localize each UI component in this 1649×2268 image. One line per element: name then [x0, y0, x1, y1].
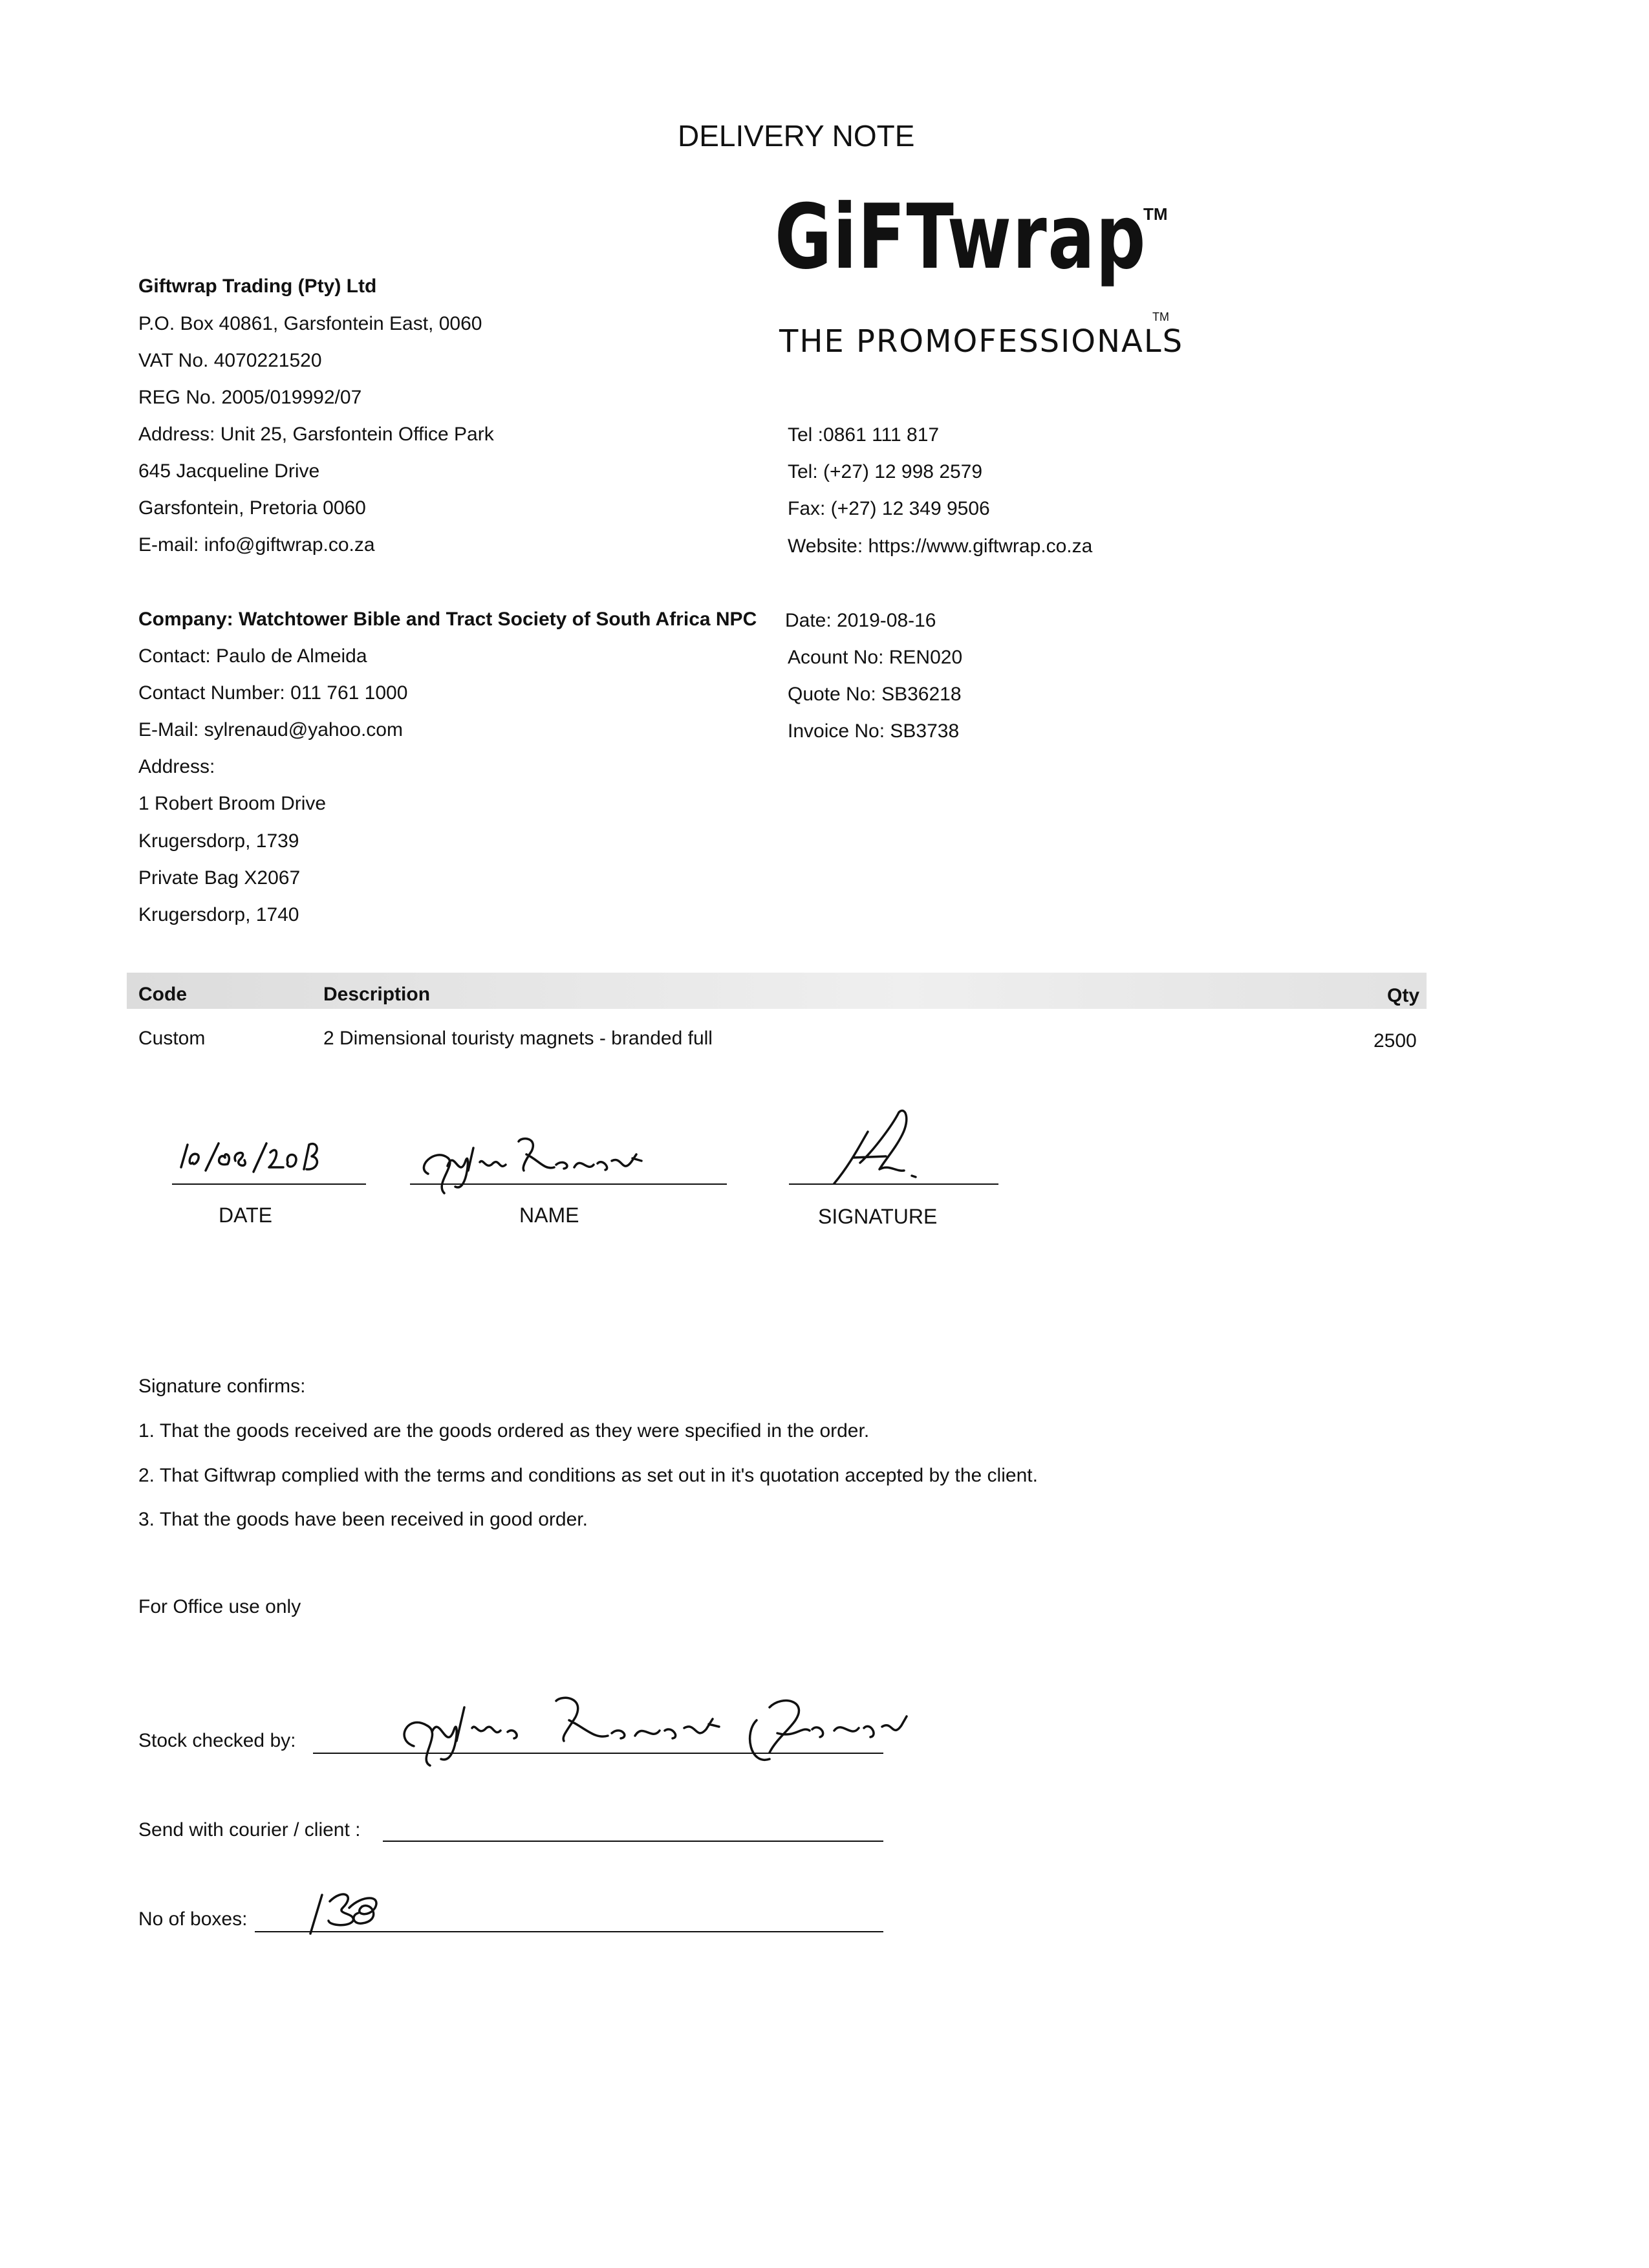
sender-reg: REG No. 2005/019992/07 [138, 387, 362, 408]
order-invoice-no: Invoice No: SB3738 [788, 720, 960, 742]
customer-address-label: Address: [138, 756, 215, 777]
customer-company: Company: Watchtower Bible and Tract Society of South Africa NPC [138, 609, 757, 630]
confirmation-item-3: 3. That the goods have been received in good order. [138, 1509, 588, 1530]
logo-trademark: TM [1143, 204, 1168, 224]
logo-tagline-trademark: TM [1152, 310, 1169, 323]
document-title: DELIVERY NOTE [678, 119, 915, 153]
customer-contact: Contact: Paulo de Almeida [138, 645, 367, 667]
handwritten-date [168, 1132, 362, 1190]
table-header-code: Code [138, 984, 187, 1005]
stock-checked-label: Stock checked by: [138, 1730, 296, 1751]
office-heading: For Office use only [138, 1596, 301, 1617]
contact-fax: Fax: (+27) 12 349 9506 [788, 498, 990, 519]
handwritten-name [409, 1122, 667, 1200]
sender-address-line2: 645 Jacqueline Drive [138, 460, 320, 482]
row-code: Custom [138, 1028, 206, 1049]
contact-tel-2: Tel: (+27) 12 998 2579 [788, 461, 983, 482]
confirmation-heading: Signature confirms: [138, 1376, 306, 1397]
sender-address-line1: Address: Unit 25, Garsfontein Office Park [138, 424, 494, 445]
logo-wordmark: GiFTwrap [775, 185, 1147, 289]
name-caption: NAME [519, 1204, 579, 1227]
sender-email: E-mail: info@giftwrap.co.za [138, 534, 375, 556]
date-line [172, 1183, 366, 1185]
sender-address-line3: Garsfontein, Pretoria 0060 [138, 497, 366, 519]
contact-website: Website: https://www.giftwrap.co.za [788, 535, 1093, 557]
order-date: Date: 2019-08-16 [782, 609, 936, 632]
send-with-line [383, 1841, 883, 1842]
customer-address-line2: Krugersdorp, 1739 [138, 830, 299, 852]
table-header-qty: Qty [1387, 985, 1420, 1006]
customer-address-line3: Private Bag X2067 [138, 867, 301, 889]
table-header-band [127, 973, 1427, 1009]
sender-po-box: P.O. Box 40861, Garsfontein East, 0060 [138, 313, 482, 334]
row-description: 2 Dimensional touristy magnets - branded full [323, 1028, 713, 1049]
boxes-label: No of boxes: [138, 1908, 248, 1930]
contact-tel-1: Tel :0861 111 817 [788, 424, 940, 446]
sender-vat: VAT No. 4070221520 [138, 350, 322, 371]
send-with-label: Send with courier / client : [138, 1819, 361, 1841]
order-account-no: Acount No: REN020 [788, 647, 963, 668]
logo-tagline: THE PROMOFESSIONALS [779, 323, 1184, 360]
table-header-description: Description [323, 984, 431, 1005]
signature-mark [815, 1099, 970, 1196]
sender-company: Giftwrap Trading (Pty) Ltd [138, 275, 377, 297]
customer-email: E-Mail: sylrenaud@yahoo.com [138, 719, 403, 740]
customer-contact-number: Contact Number: 011 761 1000 [138, 682, 408, 704]
row-qty: 2500 [1374, 1030, 1417, 1052]
stock-checked-signature [382, 1669, 912, 1772]
customer-address-line1: 1 Robert Broom Drive [138, 793, 327, 814]
boxes-handwritten-value [291, 1875, 394, 1940]
confirmation-item-1: 1. That the goods received are the goods ordered as they were specified in the order. [138, 1420, 870, 1442]
name-line [410, 1183, 727, 1185]
signature-line [789, 1183, 998, 1185]
customer-address-line4: Krugersdorp, 1740 [138, 904, 299, 925]
date-caption: DATE [219, 1204, 272, 1227]
confirmation-item-2: 2. That Giftwrap complied with the terms and conditions as set out in it's quotation accepted by the client. [138, 1465, 1038, 1486]
signature-caption: SIGNATURE [818, 1205, 938, 1228]
order-quote-no: Quote No: SB36218 [788, 684, 962, 705]
